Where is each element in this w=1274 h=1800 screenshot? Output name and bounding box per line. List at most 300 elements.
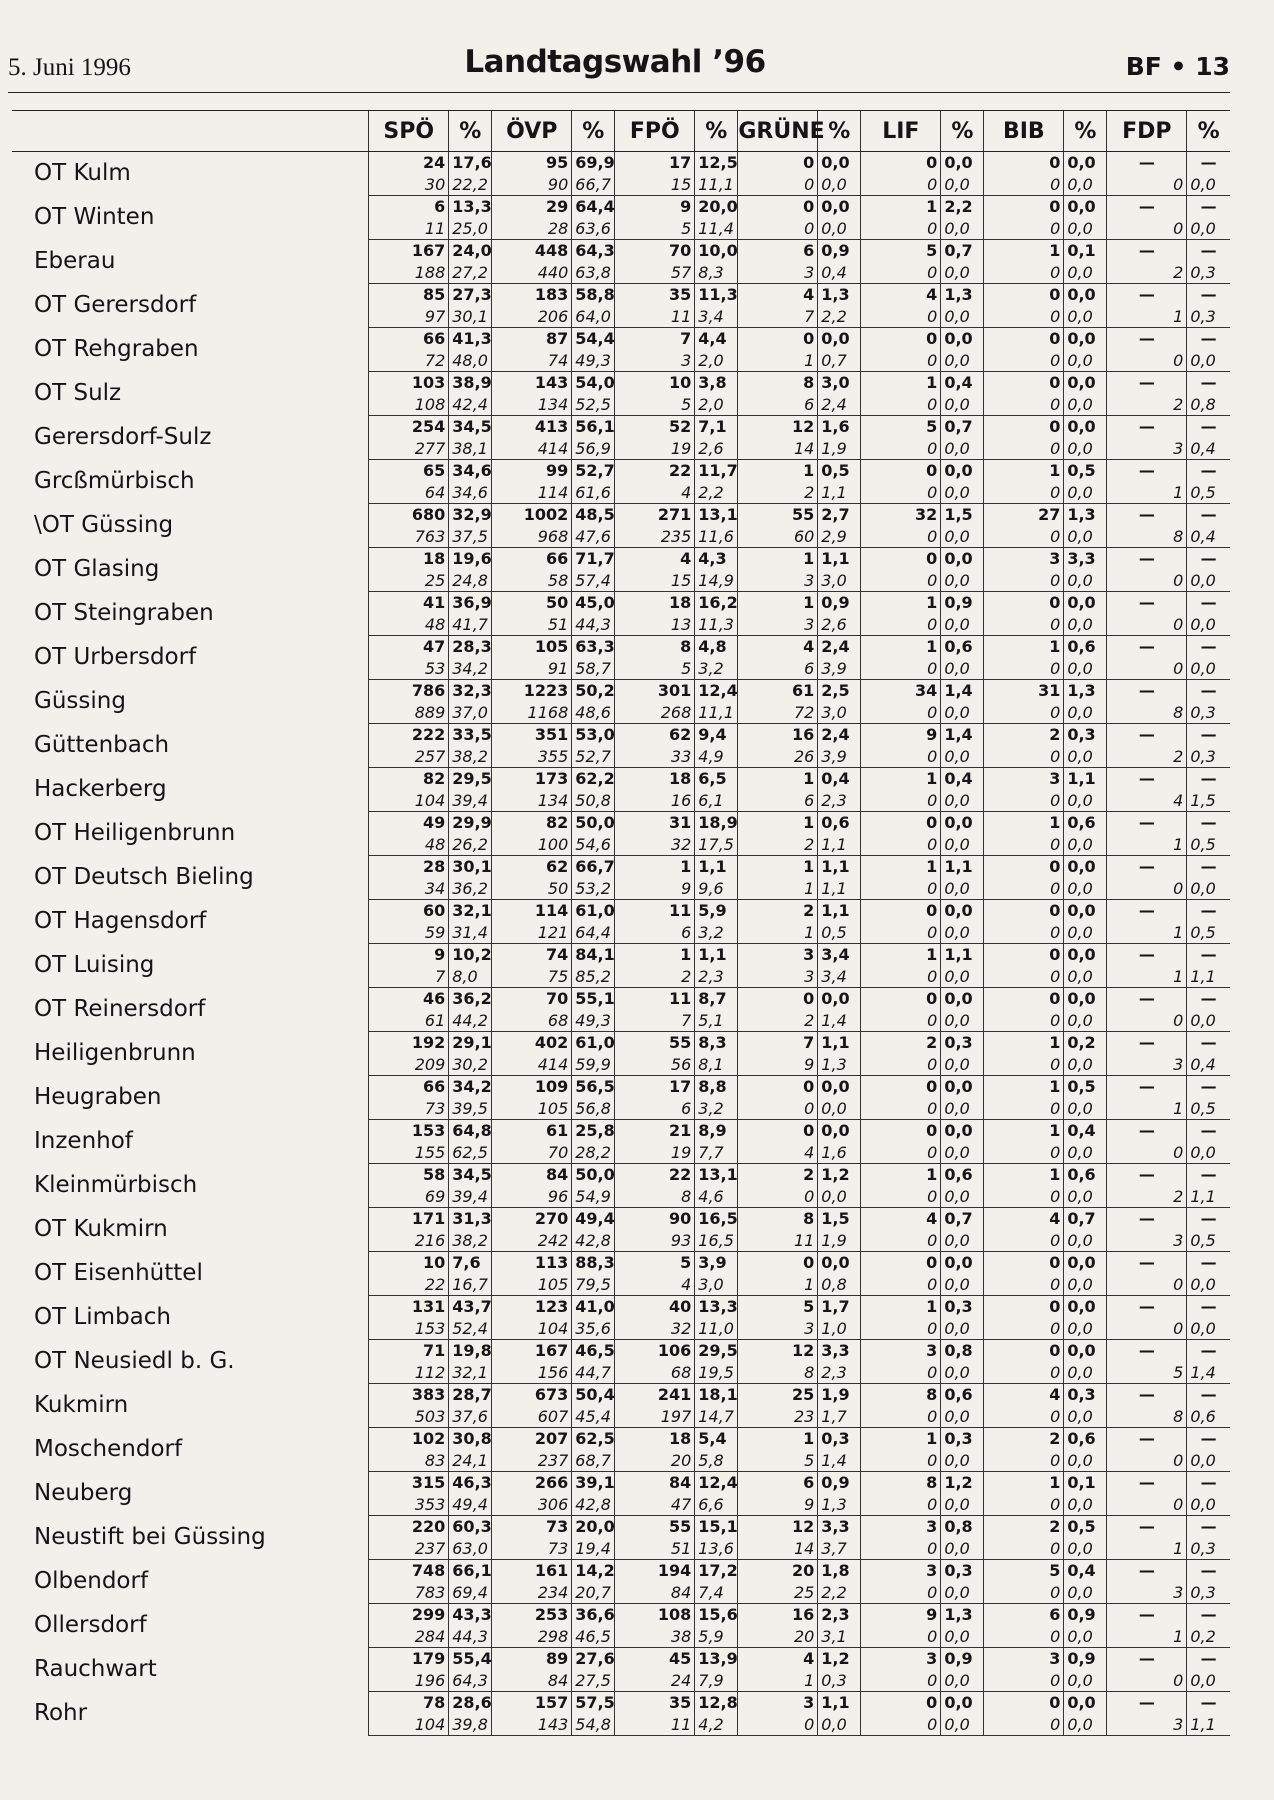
result-1996-cell: 0,0 bbox=[941, 1120, 984, 1142]
result-previous-cell: 0,0 bbox=[1064, 394, 1107, 416]
result-previous-cell: 2,6 bbox=[818, 614, 861, 636]
result-previous-cell: 104 bbox=[369, 1714, 449, 1736]
result-1996-cell: 66 bbox=[369, 328, 449, 350]
result-previous-cell: 32 bbox=[615, 1318, 695, 1340]
result-previous-cell: 0,0 bbox=[1064, 1098, 1107, 1120]
result-previous-cell: 0,3 bbox=[1187, 702, 1230, 724]
result-previous-cell: 440 bbox=[492, 262, 572, 284]
result-previous-cell: 0,0 bbox=[1064, 834, 1107, 856]
result-previous-cell: 0,0 bbox=[1187, 1494, 1230, 1516]
result-1996-cell: — bbox=[1187, 416, 1230, 438]
result-previous-cell: 1,1 bbox=[1187, 966, 1230, 988]
result-1996-cell: 2 bbox=[861, 1032, 941, 1054]
result-previous-cell: 0,0 bbox=[941, 1406, 984, 1428]
result-previous-cell: 268 bbox=[615, 702, 695, 724]
result-1996-cell: 84 bbox=[615, 1472, 695, 1494]
result-previous-cell: 0 bbox=[861, 526, 941, 548]
result-previous-cell: 0,3 bbox=[1187, 1538, 1230, 1560]
result-previous-cell: 5,8 bbox=[695, 1450, 738, 1472]
result-1996-cell: — bbox=[1187, 1692, 1230, 1714]
result-1996-cell: 1,1 bbox=[818, 1692, 861, 1714]
table-body bbox=[12, 152, 1230, 1736]
result-1996-cell: 64,3 bbox=[572, 240, 615, 262]
result-previous-cell: 216 bbox=[369, 1230, 449, 1252]
result-1996-cell: 0,5 bbox=[818, 460, 861, 482]
result-previous-cell: 0,3 bbox=[818, 1670, 861, 1692]
result-1996-cell: 48,5 bbox=[572, 504, 615, 526]
table-row bbox=[12, 812, 1230, 834]
result-previous-cell: 6 bbox=[738, 394, 818, 416]
result-1996-cell: 0,0 bbox=[941, 988, 984, 1010]
result-previous-cell: 0 bbox=[861, 1450, 941, 1472]
result-previous-cell: 2,3 bbox=[695, 966, 738, 988]
result-1996-cell: — bbox=[1187, 1648, 1230, 1670]
result-1996-cell: 102 bbox=[369, 1428, 449, 1450]
column-header: % bbox=[941, 111, 984, 152]
result-1996-cell: 183 bbox=[492, 284, 572, 306]
result-previous-cell: 93 bbox=[615, 1230, 695, 1252]
result-1996-cell: 1,3 bbox=[818, 284, 861, 306]
result-1996-cell: 0 bbox=[738, 1076, 818, 1098]
result-1996-cell: 1 bbox=[861, 1428, 941, 1450]
result-1996-cell: — bbox=[1107, 988, 1187, 1010]
result-1996-cell: 351 bbox=[492, 724, 572, 746]
result-previous-cell: 3 bbox=[738, 1318, 818, 1340]
result-previous-cell: 16 bbox=[615, 790, 695, 812]
municipality-name: Heugraben bbox=[34, 1084, 162, 1110]
result-1996-cell: 786 bbox=[369, 680, 449, 702]
table-row bbox=[12, 1604, 1230, 1626]
result-previous-cell: 0,3 bbox=[1187, 746, 1230, 768]
table-row bbox=[12, 328, 1230, 350]
result-previous-cell: 38 bbox=[615, 1626, 695, 1648]
result-previous-cell: 0,0 bbox=[1064, 746, 1107, 768]
result-1996-cell: 0,6 bbox=[1064, 636, 1107, 658]
result-1996-cell: 1 bbox=[984, 1472, 1064, 1494]
result-previous-cell: 3,4 bbox=[818, 966, 861, 988]
result-previous-cell: 1,9 bbox=[818, 438, 861, 460]
result-previous-cell: 0 bbox=[984, 1450, 1064, 1472]
result-1996-cell: 4 bbox=[861, 284, 941, 306]
result-1996-cell: 0 bbox=[984, 856, 1064, 878]
result-previous-cell: 277 bbox=[369, 438, 449, 460]
result-previous-cell: 0 bbox=[984, 1670, 1064, 1692]
result-1996-cell: 38,9 bbox=[449, 372, 492, 394]
result-1996-cell: 8,9 bbox=[695, 1120, 738, 1142]
result-1996-cell: 0,6 bbox=[1064, 1164, 1107, 1186]
result-1996-cell: — bbox=[1107, 900, 1187, 922]
result-1996-cell: 1 bbox=[738, 812, 818, 834]
result-previous-cell: 0,0 bbox=[1064, 702, 1107, 724]
result-1996-cell: 66,7 bbox=[572, 856, 615, 878]
result-previous-cell: 2,3 bbox=[818, 790, 861, 812]
result-1996-cell: — bbox=[1187, 724, 1230, 746]
result-previous-cell: 11 bbox=[369, 218, 449, 240]
result-1996-cell: 61 bbox=[738, 680, 818, 702]
result-previous-cell: 30,2 bbox=[449, 1054, 492, 1076]
result-previous-cell: 56,9 bbox=[572, 438, 615, 460]
result-previous-cell: 1168 bbox=[492, 702, 572, 724]
result-previous-cell: 112 bbox=[369, 1362, 449, 1384]
result-previous-cell: 1 bbox=[1107, 834, 1187, 856]
result-1996-cell: 0,8 bbox=[941, 1340, 984, 1362]
result-1996-cell: 70 bbox=[492, 988, 572, 1010]
result-1996-cell: 17,2 bbox=[695, 1560, 738, 1582]
result-previous-cell: 49,4 bbox=[449, 1494, 492, 1516]
result-1996-cell: 5 bbox=[984, 1560, 1064, 1582]
result-1996-cell: — bbox=[1187, 504, 1230, 526]
result-1996-cell: 66 bbox=[369, 1076, 449, 1098]
result-previous-cell: 14 bbox=[738, 1538, 818, 1560]
result-previous-cell: 42,8 bbox=[572, 1230, 615, 1252]
result-previous-cell: 0 bbox=[984, 174, 1064, 196]
result-previous-cell: 47 bbox=[615, 1494, 695, 1516]
municipality-name: OT Winten bbox=[34, 204, 155, 230]
result-previous-cell: 0,2 bbox=[1187, 1626, 1230, 1648]
column-header: LIF bbox=[861, 111, 941, 152]
result-previous-cell: 3 bbox=[738, 570, 818, 592]
result-1996-cell: 84,1 bbox=[572, 944, 615, 966]
result-1996-cell: 34 bbox=[861, 680, 941, 702]
result-1996-cell: 1,6 bbox=[818, 416, 861, 438]
result-1996-cell: 61,0 bbox=[572, 900, 615, 922]
result-1996-cell: 0,1 bbox=[1064, 1472, 1107, 1494]
municipality-name: OT Eisenhüttel bbox=[34, 1260, 203, 1286]
result-previous-cell: 0 bbox=[984, 1010, 1064, 1032]
result-1996-cell: 22 bbox=[615, 460, 695, 482]
result-previous-cell: 0,0 bbox=[1187, 658, 1230, 680]
result-1996-cell: 12 bbox=[738, 1516, 818, 1538]
result-1996-cell: 0,0 bbox=[1064, 1252, 1107, 1274]
result-1996-cell: — bbox=[1187, 1208, 1230, 1230]
result-1996-cell: 10 bbox=[615, 372, 695, 394]
result-1996-cell: 173 bbox=[492, 768, 572, 790]
result-1996-cell: — bbox=[1187, 372, 1230, 394]
result-1996-cell: 171 bbox=[369, 1208, 449, 1230]
result-1996-cell: 56,1 bbox=[572, 416, 615, 438]
result-1996-cell: 0,7 bbox=[1064, 1208, 1107, 1230]
result-previous-cell: 0,0 bbox=[1064, 306, 1107, 328]
table-row bbox=[12, 900, 1230, 922]
result-1996-cell: 0,4 bbox=[941, 372, 984, 394]
result-1996-cell: 10 bbox=[369, 1252, 449, 1274]
result-previous-cell: 1,4 bbox=[818, 1450, 861, 1472]
result-previous-cell: 19 bbox=[615, 438, 695, 460]
column-header: % bbox=[818, 111, 861, 152]
result-previous-cell: 414 bbox=[492, 438, 572, 460]
result-1996-cell: 17 bbox=[615, 1076, 695, 1098]
result-1996-cell: 254 bbox=[369, 416, 449, 438]
result-1996-cell: 0,6 bbox=[941, 1164, 984, 1186]
result-previous-cell: 11,1 bbox=[695, 174, 738, 196]
result-previous-cell: 35,6 bbox=[572, 1318, 615, 1340]
result-1996-cell: 49,4 bbox=[572, 1208, 615, 1230]
result-1996-cell: — bbox=[1107, 1560, 1187, 1582]
result-1996-cell: 36,9 bbox=[449, 592, 492, 614]
result-previous-cell: 0,5 bbox=[818, 922, 861, 944]
result-previous-cell: 0,0 bbox=[1064, 482, 1107, 504]
result-previous-cell: 235 bbox=[615, 526, 695, 548]
result-previous-cell: 2,0 bbox=[695, 350, 738, 372]
result-1996-cell: 27,3 bbox=[449, 284, 492, 306]
result-previous-cell: 2 bbox=[1107, 262, 1187, 284]
result-previous-cell: 0,0 bbox=[941, 306, 984, 328]
result-previous-cell: 0 bbox=[984, 1582, 1064, 1604]
result-previous-cell: 2,4 bbox=[818, 394, 861, 416]
result-1996-cell: 56,5 bbox=[572, 1076, 615, 1098]
result-previous-cell: 0 bbox=[984, 1054, 1064, 1076]
result-1996-cell: 31 bbox=[615, 812, 695, 834]
result-1996-cell: 34,2 bbox=[449, 1076, 492, 1098]
result-previous-cell: 237 bbox=[369, 1538, 449, 1560]
municipality-name: Rauchwart bbox=[34, 1656, 157, 1682]
result-previous-cell: 2 bbox=[1107, 394, 1187, 416]
municipality-name: OT Rehgraben bbox=[34, 336, 199, 362]
result-previous-cell: 3,1 bbox=[818, 1626, 861, 1648]
result-previous-cell: 0,0 bbox=[941, 1670, 984, 1692]
result-previous-cell: 1 bbox=[1107, 1626, 1187, 1648]
result-previous-cell: 0 bbox=[861, 1010, 941, 1032]
result-1996-cell: 161 bbox=[492, 1560, 572, 1582]
result-previous-cell: 4,6 bbox=[695, 1186, 738, 1208]
result-previous-cell: 58,7 bbox=[572, 658, 615, 680]
result-1996-cell: 32,1 bbox=[449, 900, 492, 922]
result-previous-cell: 0,0 bbox=[941, 1318, 984, 1340]
municipality-name: OT Kulm bbox=[34, 160, 131, 187]
result-previous-cell: 0,0 bbox=[941, 878, 984, 900]
result-1996-cell: 28,3 bbox=[449, 636, 492, 658]
result-previous-cell: 39,5 bbox=[449, 1098, 492, 1120]
result-1996-cell: 7 bbox=[738, 1032, 818, 1054]
result-1996-cell: 0 bbox=[861, 1692, 941, 1714]
result-previous-cell: 0,0 bbox=[941, 1230, 984, 1252]
result-previous-cell: 60 bbox=[738, 526, 818, 548]
result-previous-cell: 44,3 bbox=[572, 614, 615, 636]
result-previous-cell: 69 bbox=[369, 1186, 449, 1208]
result-previous-cell: 0,0 bbox=[941, 746, 984, 768]
result-1996-cell: 78 bbox=[369, 1692, 449, 1714]
result-previous-cell: 0,0 bbox=[1064, 1186, 1107, 1208]
result-1996-cell: 18 bbox=[615, 768, 695, 790]
result-previous-cell: 11,0 bbox=[695, 1318, 738, 1340]
result-previous-cell: 37,0 bbox=[449, 702, 492, 724]
result-1996-cell: 0,0 bbox=[941, 900, 984, 922]
result-previous-cell: 0 bbox=[861, 1538, 941, 1560]
result-previous-cell: 3 bbox=[1107, 1230, 1187, 1252]
result-1996-cell: 84 bbox=[492, 1164, 572, 1186]
result-previous-cell: 6 bbox=[738, 658, 818, 680]
result-previous-cell: 0,0 bbox=[941, 1186, 984, 1208]
result-previous-cell: 47,6 bbox=[572, 526, 615, 548]
result-1996-cell: 0,0 bbox=[1064, 152, 1107, 174]
result-1996-cell: — bbox=[1107, 1120, 1187, 1142]
result-1996-cell: 301 bbox=[615, 680, 695, 702]
result-previous-cell: 44,3 bbox=[449, 1626, 492, 1648]
result-1996-cell: 0,0 bbox=[941, 1076, 984, 1098]
result-previous-cell: 1,3 bbox=[818, 1054, 861, 1076]
result-1996-cell: 50,4 bbox=[572, 1384, 615, 1406]
result-previous-cell: 3 bbox=[1107, 1582, 1187, 1604]
result-previous-cell: 0,0 bbox=[941, 1362, 984, 1384]
result-previous-cell: 9 bbox=[738, 1494, 818, 1516]
result-1996-cell: 1 bbox=[738, 548, 818, 570]
table-row bbox=[12, 592, 1230, 614]
result-previous-cell: 2 bbox=[615, 966, 695, 988]
result-previous-cell: 7 bbox=[369, 966, 449, 988]
result-1996-cell: 0 bbox=[984, 152, 1064, 174]
result-1996-cell: 13,3 bbox=[449, 196, 492, 218]
result-1996-cell: 0 bbox=[738, 196, 818, 218]
result-previous-cell: 0,0 bbox=[1064, 1494, 1107, 1516]
result-previous-cell: 6,6 bbox=[695, 1494, 738, 1516]
result-1996-cell: 131 bbox=[369, 1296, 449, 1318]
result-1996-cell: 95 bbox=[492, 152, 572, 174]
result-1996-cell: 0,3 bbox=[1064, 724, 1107, 746]
result-1996-cell: 39,1 bbox=[572, 1472, 615, 1494]
result-previous-cell: 0,0 bbox=[1187, 350, 1230, 372]
result-1996-cell: 2 bbox=[984, 1516, 1064, 1538]
result-1996-cell: 31 bbox=[984, 680, 1064, 702]
result-previous-cell: 607 bbox=[492, 1406, 572, 1428]
result-1996-cell: 0,0 bbox=[1064, 592, 1107, 614]
result-1996-cell: — bbox=[1107, 284, 1187, 306]
issue-date: 5. Juni 1996 bbox=[8, 54, 131, 81]
result-1996-cell: 0,3 bbox=[941, 1296, 984, 1318]
result-previous-cell: 2,6 bbox=[695, 438, 738, 460]
result-previous-cell: 0 bbox=[1107, 1274, 1187, 1296]
result-1996-cell: 1 bbox=[738, 460, 818, 482]
result-previous-cell: 22,2 bbox=[449, 174, 492, 196]
result-previous-cell: 51 bbox=[492, 614, 572, 636]
result-1996-cell: 28,6 bbox=[449, 1692, 492, 1714]
table-row bbox=[12, 724, 1230, 746]
result-1996-cell: 1 bbox=[984, 1076, 1064, 1098]
result-previous-cell: 196 bbox=[369, 1670, 449, 1692]
result-1996-cell: 10,2 bbox=[449, 944, 492, 966]
result-previous-cell: 5 bbox=[615, 218, 695, 240]
result-previous-cell: 0 bbox=[861, 1230, 941, 1252]
result-1996-cell: 1,5 bbox=[941, 504, 984, 526]
result-1996-cell: — bbox=[1107, 944, 1187, 966]
result-1996-cell: 0,3 bbox=[941, 1032, 984, 1054]
result-1996-cell: 34,5 bbox=[449, 1164, 492, 1186]
result-1996-cell: 1,1 bbox=[818, 856, 861, 878]
result-1996-cell: 28 bbox=[369, 856, 449, 878]
result-1996-cell: — bbox=[1187, 900, 1230, 922]
result-1996-cell: 24 bbox=[369, 152, 449, 174]
result-previous-cell: 3 bbox=[738, 966, 818, 988]
result-previous-cell: 0 bbox=[861, 878, 941, 900]
result-1996-cell: 0,1 bbox=[1064, 240, 1107, 262]
result-1996-cell: 32,3 bbox=[449, 680, 492, 702]
result-previous-cell: 0,0 bbox=[1064, 1450, 1107, 1472]
result-1996-cell: — bbox=[1107, 1472, 1187, 1494]
result-1996-cell: 0,5 bbox=[1064, 1076, 1107, 1098]
result-previous-cell: 0 bbox=[861, 658, 941, 680]
result-1996-cell: 1,5 bbox=[818, 1208, 861, 1230]
result-previous-cell: 0,0 bbox=[941, 174, 984, 196]
result-1996-cell: — bbox=[1187, 1252, 1230, 1274]
result-previous-cell: 0 bbox=[984, 262, 1064, 284]
result-1996-cell: — bbox=[1187, 988, 1230, 1010]
result-previous-cell: 1 bbox=[1107, 306, 1187, 328]
result-1996-cell: — bbox=[1187, 636, 1230, 658]
result-previous-cell: 0 bbox=[1107, 1142, 1187, 1164]
result-1996-cell: — bbox=[1107, 1384, 1187, 1406]
result-previous-cell: 11 bbox=[615, 306, 695, 328]
result-1996-cell: 74 bbox=[492, 944, 572, 966]
result-1996-cell: — bbox=[1187, 1296, 1230, 1318]
result-previous-cell: 20 bbox=[738, 1626, 818, 1648]
result-1996-cell: 8 bbox=[738, 1208, 818, 1230]
result-1996-cell: 1223 bbox=[492, 680, 572, 702]
result-1996-cell: 1 bbox=[861, 196, 941, 218]
result-1996-cell: 20,0 bbox=[695, 196, 738, 218]
result-previous-cell: 0 bbox=[1107, 570, 1187, 592]
result-1996-cell: 87 bbox=[492, 328, 572, 350]
result-1996-cell: 17 bbox=[615, 152, 695, 174]
result-previous-cell: 0,0 bbox=[1064, 1142, 1107, 1164]
result-previous-cell: 15 bbox=[615, 570, 695, 592]
result-previous-cell: 0 bbox=[1107, 878, 1187, 900]
result-previous-cell: 0,0 bbox=[1064, 1010, 1107, 1032]
result-previous-cell: 153 bbox=[369, 1318, 449, 1340]
table-row bbox=[12, 240, 1230, 262]
result-previous-cell: 20,7 bbox=[572, 1582, 615, 1604]
result-1996-cell: 8 bbox=[861, 1384, 941, 1406]
result-1996-cell: — bbox=[1187, 1472, 1230, 1494]
result-previous-cell: 0 bbox=[1107, 1450, 1187, 1472]
result-1996-cell: 34,5 bbox=[449, 416, 492, 438]
municipality-name: Kleinmürbisch bbox=[34, 1172, 198, 1198]
result-1996-cell: 17,6 bbox=[449, 152, 492, 174]
result-1996-cell: 99 bbox=[492, 460, 572, 482]
result-previous-cell: 36,2 bbox=[449, 878, 492, 900]
municipality-name: Eberau bbox=[34, 248, 116, 274]
result-1996-cell: 0,0 bbox=[818, 988, 861, 1010]
municipality-name: Inzenhof bbox=[34, 1128, 133, 1154]
result-previous-cell: 0,0 bbox=[941, 614, 984, 636]
column-header: SPÖ bbox=[369, 111, 449, 152]
municipality-name: OT Glasing bbox=[34, 556, 160, 582]
result-previous-cell: 0 bbox=[861, 702, 941, 724]
result-1996-cell: 32 bbox=[861, 504, 941, 526]
result-previous-cell: 0 bbox=[861, 306, 941, 328]
result-1996-cell: 253 bbox=[492, 1604, 572, 1626]
result-1996-cell: 105 bbox=[492, 636, 572, 658]
result-1996-cell: 50,2 bbox=[572, 680, 615, 702]
result-1996-cell: 2,7 bbox=[818, 504, 861, 526]
result-previous-cell: 0,0 bbox=[941, 1274, 984, 1296]
result-1996-cell: 0,0 bbox=[1064, 1340, 1107, 1362]
result-1996-cell: 3 bbox=[861, 1340, 941, 1362]
result-previous-cell: 2 bbox=[738, 1010, 818, 1032]
result-1996-cell: 1 bbox=[984, 1032, 1064, 1054]
result-previous-cell: 0,0 bbox=[1187, 614, 1230, 636]
result-previous-cell: 0 bbox=[861, 790, 941, 812]
result-1996-cell: 1002 bbox=[492, 504, 572, 526]
table-row bbox=[12, 1252, 1230, 1274]
result-previous-cell: 48,6 bbox=[572, 702, 615, 724]
result-1996-cell: 0 bbox=[861, 460, 941, 482]
result-1996-cell: 8,7 bbox=[695, 988, 738, 1010]
result-1996-cell: 0 bbox=[738, 988, 818, 1010]
result-1996-cell: 58 bbox=[369, 1164, 449, 1186]
result-1996-cell: 1,1 bbox=[1064, 768, 1107, 790]
result-previous-cell: 0 bbox=[984, 1142, 1064, 1164]
result-previous-cell: 0 bbox=[861, 1274, 941, 1296]
result-previous-cell: 48,0 bbox=[449, 350, 492, 372]
